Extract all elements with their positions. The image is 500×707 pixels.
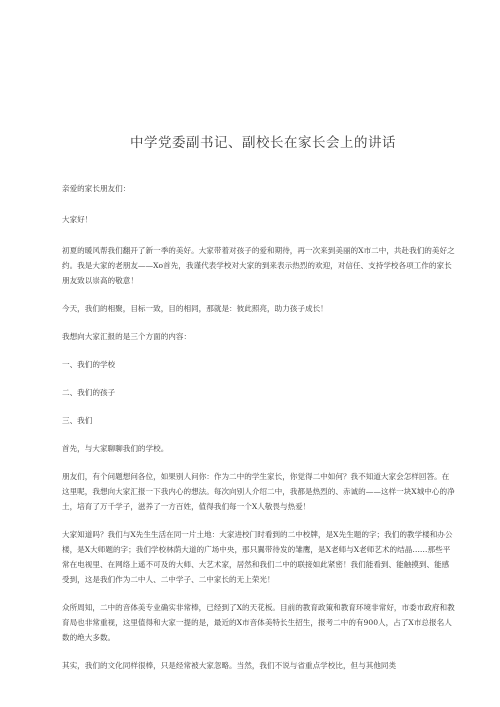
paragraph-goal: 今天，我们的相聚，目标一致，目的相同，那就是：彼此照亮，助力孩子成长！ — [62, 304, 328, 313]
paragraph-question: 朋友们，有个问题想问各位，如果别人问你：作为二中的学生家长，你觉得二中如何？我不知道大家会怎样回答。在这里呢，我想向大家汇报一下我内心的想法。每次向别人介绍二中，我都是热烈的、赤诚的——这样一块X城中心的净土，培育了万千学子，滋养了一方百姓，值得我们每一个X人敬畏与热爱！ — [62, 472, 455, 511]
paragraph-masters: 大家知道吗？我们与X先生生活在同一片土地：大家进校门时看到的二中校牌，是X先生题的字；我们的教学楼和办公楼，是X大师题的字；我们学校林荫大道的广场中央，那只翼带待发的雏鹰，是X老师与X老师艺术的结晶……那些平常在电视里、在网络上遥不可及的大师、大艺术家，居然和我们二中的联接如此紧密！我们能看到、能触摸到、能感受到，这是我们作为二中人、二中学子、二中家长的无上荣光！ — [62, 530, 453, 584]
outline-item-3: 三、我们 — [62, 416, 93, 425]
paragraph-arts: 众所周知，二中的音体美专业确实非常棒，已经到了X的天花板。目前的教育政策和教育环境非常好，市委市政府和教育局也非常重视，这里值得和大家一提的是，最近的X市音体美特长生招生，报考二中的有900人，占了X市总报名人数的绝大多数。 — [62, 603, 455, 642]
paragraph-outline: 我想向大家汇报的是三个方面的内容： — [62, 332, 192, 341]
salutation: 亲爱的家长朋友们： — [62, 184, 131, 193]
paragraph-intro: 初夏的暖风帮我们翻开了新一季的美好。大家带着对孩子的爱和期待，再一次来到美丽的X市二中，共赴我们的美好之约。我是大家的老朋友——Xo首先，我谨代表学校对大家的到来表示热烈的欢迎，对信任、支持学校各项工作的家长朋友致以崇高的敬意！ — [62, 246, 455, 285]
outline-item-2: 二、我们的孩子 — [62, 388, 116, 397]
paragraph-first: 首先，与大家聊聊我们的学校。 — [62, 444, 169, 453]
document-body — [62, 181, 456, 673]
document-title: 中学党委副书记、副校长在家长会上的讲话 — [130, 135, 396, 151]
greeting: 大家好！ — [62, 215, 93, 224]
paragraph-culture: 其实，我们的文化同样很棒，只是经常被大家忽略。当然，我们不说与省重点学校比，但与其他同类 — [62, 661, 397, 670]
outline-item-1: 一、我们的学校 — [62, 360, 116, 369]
